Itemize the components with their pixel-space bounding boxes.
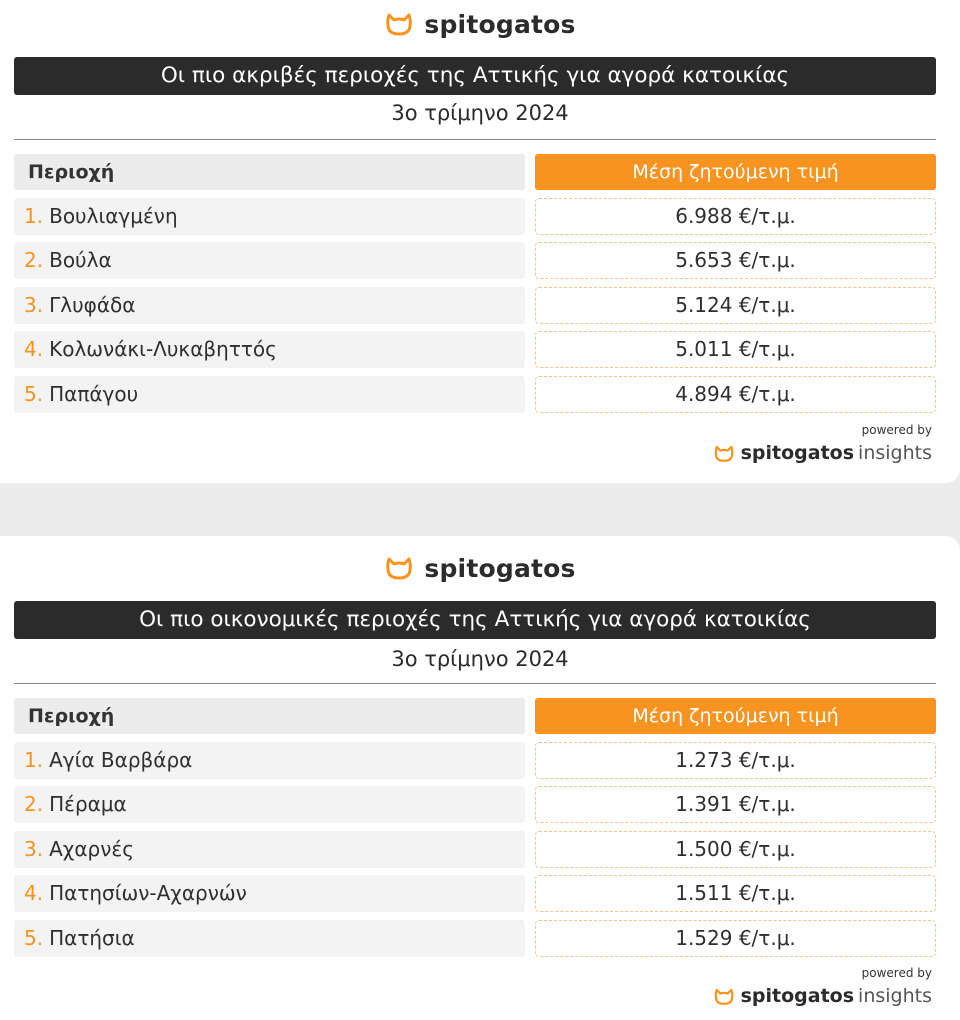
area-cell — [14, 786, 525, 823]
cat-logo-icon — [713, 444, 735, 463]
area-cell — [14, 376, 525, 413]
area-name: Παπάγου — [49, 382, 139, 406]
column-header-area: Περιοχή — [14, 154, 525, 190]
rank-number: 2. — [24, 248, 44, 272]
area-cell — [14, 831, 525, 868]
powered-by-label: powered by — [861, 966, 932, 980]
price-cell: 1.391 €/τ.μ. — [535, 786, 936, 823]
price-cell: 5.011 €/τ.μ. — [535, 331, 936, 368]
area-name: Κολωνάκι-Λυκαβηττός — [49, 337, 277, 361]
area-name: Αγία Βαρβάρα — [49, 748, 193, 772]
price-cell: 5.653 €/τ.μ. — [535, 242, 936, 279]
table-row — [14, 742, 936, 779]
table-row — [14, 875, 936, 912]
brand-header — [0, 0, 960, 48]
area-cell — [14, 742, 525, 779]
rank-number: 2. — [24, 792, 44, 816]
insights-logo — [713, 442, 932, 464]
period-subtitle: 3ο τρίμηνο 2024 — [391, 647, 569, 671]
table-row — [14, 920, 936, 957]
column-header-area: Περιοχή — [14, 698, 525, 734]
area-name: Βουλιαγμένη — [49, 204, 178, 228]
divider — [14, 683, 936, 684]
footer-brand: spitogatos — [740, 985, 855, 1007]
table-row — [14, 287, 936, 324]
footer-insights-word: insights — [858, 442, 932, 464]
price-cell: 1.511 €/τ.μ. — [535, 875, 936, 912]
price-cell: 1.273 €/τ.μ. — [535, 742, 936, 779]
cat-logo-icon — [384, 11, 414, 37]
area-cell — [14, 198, 525, 235]
rank-number: 3. — [24, 837, 44, 861]
area-cell — [14, 331, 525, 368]
price-cell: 5.124 €/τ.μ. — [535, 287, 936, 324]
cat-logo-icon — [713, 987, 735, 1006]
table-title: Οι πιο ακριβές περιοχές της Αττικής για αγορά κατοικίας — [14, 57, 936, 95]
footer-insights-word: insights — [858, 985, 932, 1007]
table-row — [14, 198, 936, 235]
footer-brand: spitogatos — [740, 442, 855, 464]
table-row — [14, 242, 936, 279]
rank-number: 3. — [24, 293, 44, 317]
area-cell — [14, 920, 525, 957]
rank-number: 1. — [24, 748, 44, 772]
area-cell — [14, 242, 525, 279]
area-cell — [14, 287, 525, 324]
brand-name: spitogatos — [424, 553, 576, 583]
period-subtitle: 3ο τρίμηνο 2024 — [391, 101, 569, 125]
table-title: Οι πιο οικονομικές περιοχές της Αττικής για αγορά κατοικίας — [14, 601, 936, 639]
area-name: Πατήσια — [49, 926, 135, 950]
column-header-price: Μέση ζητούμενη τιμή — [535, 698, 936, 734]
rank-number: 1. — [24, 204, 44, 228]
rank-number: 4. — [24, 881, 44, 905]
cat-logo-icon — [384, 555, 414, 581]
area-name: Αχαρνές — [49, 837, 134, 861]
powered-by-label: powered by — [861, 423, 932, 437]
rank-number: 5. — [24, 382, 44, 406]
price-cell: 4.894 €/τ.μ. — [535, 376, 936, 413]
area-name: Πατησίων-Αχαρνών — [49, 881, 247, 905]
price-cell: 1.529 €/τ.μ. — [535, 920, 936, 957]
affordable-areas-card — [0, 536, 960, 1020]
area-name: Γλυφάδα — [49, 293, 136, 317]
table-row — [14, 331, 936, 368]
brand-header — [0, 544, 960, 592]
expensive-areas-card — [0, 0, 960, 483]
column-header-price: Μέση ζητούμενη τιμή — [535, 154, 936, 190]
area-name: Βούλα — [49, 248, 112, 272]
table-row — [14, 786, 936, 823]
rank-number: 4. — [24, 337, 44, 361]
rank-number: 5. — [24, 926, 44, 950]
price-cell: 1.500 €/τ.μ. — [535, 831, 936, 868]
price-cell: 6.988 €/τ.μ. — [535, 198, 936, 235]
insights-logo — [713, 985, 932, 1007]
brand-name: spitogatos — [424, 9, 576, 39]
area-name: Πέραμα — [49, 792, 127, 816]
area-cell — [14, 875, 525, 912]
table-row — [14, 376, 936, 413]
table-row — [14, 831, 936, 868]
divider — [14, 139, 936, 140]
